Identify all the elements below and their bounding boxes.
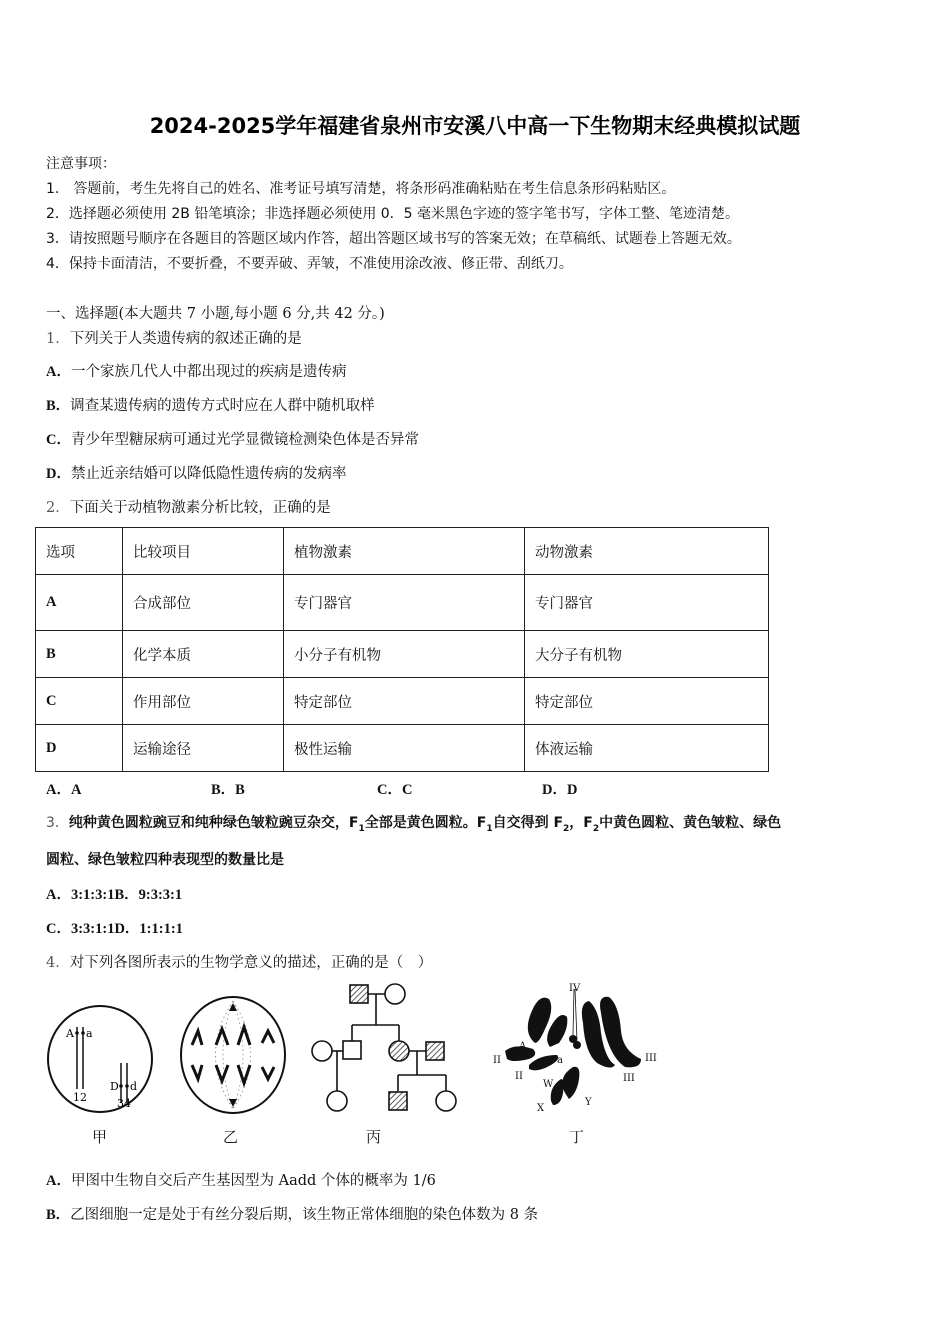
- question-2-option-c[interactable]: [377, 778, 412, 799]
- question-text: 纯种黄色圆粒豌豆和纯种绿色皱粒豌豆杂交，F: [68, 815, 359, 831]
- question-text: ，F: [569, 815, 593, 831]
- option-text: 一个家族几代人中都出现过的疾病是遗传病: [70, 364, 347, 380]
- table-cell: B: [36, 631, 123, 678]
- table-cell: 作用部位: [123, 678, 284, 725]
- svg-text:III: III: [623, 1073, 635, 1084]
- question-4-option-b[interactable]: [46, 1203, 538, 1224]
- question-1-option-b[interactable]: [46, 394, 375, 415]
- svg-text:a: a: [557, 1055, 563, 1066]
- question-number: 4．: [46, 955, 70, 971]
- table-cell: A: [36, 575, 123, 631]
- figure-caption: 丙: [366, 1128, 382, 1146]
- figure-bing-pedigree: [302, 983, 472, 1123]
- option-label: D．: [46, 466, 71, 482]
- table-header-row: [36, 528, 769, 575]
- subscript: 2: [563, 823, 570, 834]
- svg-text:d: d: [130, 1080, 138, 1093]
- question-number: 1．: [46, 331, 70, 347]
- option-label: B．: [211, 782, 236, 798]
- question-2-stem: [46, 496, 331, 517]
- svg-text:Y: Y: [585, 1097, 592, 1108]
- figure-caption: 乙: [223, 1128, 239, 1146]
- question-3-options-ab[interactable]: A．3:1:3:1B．9:3:3:1: [46, 887, 183, 903]
- table-row: [36, 725, 769, 772]
- question-number: 2．: [46, 500, 70, 516]
- figure-caption: 甲: [92, 1128, 108, 1146]
- figure-jia-cell-diagram: [45, 1003, 155, 1118]
- table-cell: 运输途径: [123, 725, 284, 772]
- table-cell: 特定部位: [525, 678, 769, 725]
- option-text: C: [401, 782, 413, 798]
- question-2-option-d[interactable]: [542, 778, 577, 799]
- question-text: 全部是黄色圆粒。F: [364, 815, 487, 831]
- option-label: A．: [46, 782, 71, 798]
- notice-item-1: 1. 答题前，考生先将自己的姓名、准考证号填写清楚，将条形码准确粘贴在考生信息条形码粘贴区。: [46, 181, 676, 197]
- option-text: 青少年型糖尿病可通过光学显微镜检测染色体是否异常: [70, 432, 419, 448]
- table-cell: 专门器官: [525, 575, 769, 631]
- svg-text:D: D: [110, 1080, 119, 1093]
- table-header-cell: 比较项目: [123, 528, 284, 575]
- question-3-stem-line2: 圆粒、绿色皱粒四种表现型的数量比是: [46, 852, 284, 868]
- table-cell: 化学本质: [123, 631, 284, 678]
- table-cell: 合成部位: [123, 575, 284, 631]
- option-label: B．: [46, 1207, 71, 1223]
- option-text: 禁止近亲结婚可以降低隐性遗传病的发病率: [70, 466, 347, 482]
- question-1-option-d[interactable]: [46, 462, 346, 483]
- notice-item-3: 3．请按照题号顺序在各题目的答题区域内作答，超出答题区域书写的答案无效；在草稿纸、试题卷上答题无效。: [46, 231, 741, 247]
- table-cell: 极性运输: [284, 725, 525, 772]
- figure-yi-cell-division: [178, 993, 288, 1118]
- option-label: C．: [377, 782, 402, 798]
- table-cell: 体液运输: [525, 725, 769, 772]
- table-row: [36, 678, 769, 725]
- table-cell: 专门器官: [284, 575, 525, 631]
- question-4-stem: [46, 951, 432, 972]
- table-header-cell: 植物激素: [284, 528, 525, 575]
- subscript: 1: [358, 823, 365, 834]
- svg-text:12: 12: [73, 1091, 87, 1104]
- table-header-cell: 动物激素: [525, 528, 769, 575]
- option-text: D: [566, 782, 578, 798]
- question-4-option-a[interactable]: [46, 1169, 436, 1190]
- svg-text:II: II: [493, 1055, 501, 1066]
- question-1-option-a[interactable]: [46, 360, 346, 381]
- svg-text:a: a: [86, 1027, 93, 1040]
- table-row: [36, 575, 769, 631]
- option-label: A．: [46, 364, 71, 380]
- table-cell: 大分子有机物: [525, 631, 769, 678]
- notice-heading: 注意事项：: [46, 156, 116, 172]
- section-heading: 一、选择题(本大题共 7 小题,每小题 6 分,共 42 分。): [46, 306, 385, 322]
- question-text: 对下列各图所表示的生物学意义的描述，正确的是（ ）: [69, 955, 433, 971]
- svg-text:34: 34: [117, 1097, 131, 1110]
- question-4-figures: [40, 983, 660, 1148]
- table-cell: D: [36, 725, 123, 772]
- question-1-option-c[interactable]: [46, 428, 419, 449]
- question-text: 中黄色圆粒、黄色皱粒、绿色: [599, 815, 782, 831]
- question-text: 下列关于人类遗传病的叙述正确的是: [69, 331, 302, 347]
- subscript: 1: [486, 823, 493, 834]
- question-2-option-b[interactable]: [211, 778, 245, 799]
- hormone-comparison-table: [35, 527, 769, 772]
- table-cell: 小分子有机物: [284, 631, 525, 678]
- question-3-stem: [46, 812, 781, 834]
- table-header-cell: 选项: [36, 528, 123, 575]
- option-label: D．: [542, 782, 567, 798]
- notice-item-4: 4．保持卡面清洁，不要折叠，不要弄破、弄皱，不准使用涂改液、修正带、刮纸刀。: [46, 256, 573, 272]
- figure-caption: 丁: [569, 1128, 585, 1146]
- svg-text:A: A: [66, 1027, 74, 1040]
- question-2-option-a[interactable]: [46, 778, 81, 799]
- option-text: B: [235, 782, 245, 798]
- table-cell: 特定部位: [284, 678, 525, 725]
- option-label: A．: [46, 1173, 71, 1189]
- subscript: 2: [592, 823, 600, 834]
- question-2-options: [46, 778, 746, 798]
- page-title: 2024-2025学年福建省泉州市安溪八中高一下生物期末经典模拟试题: [149, 114, 801, 138]
- option-text: 乙图细胞一定是处于有丝分裂后期，该生物正常体细胞的染色体数为 8 条: [70, 1207, 539, 1223]
- label-iv: IV: [569, 983, 581, 994]
- option-text: A: [70, 782, 82, 798]
- svg-text:X: X: [537, 1103, 545, 1114]
- option-text: 调查某遗传病的遗传方式时应在人群中随机取样: [70, 398, 375, 414]
- question-3-options-cd[interactable]: C．3:3:1:1D．1:1:1:1: [46, 921, 183, 937]
- question-text: 自交得到 F: [492, 815, 564, 831]
- question-text: 下面关于动植物激素分析比较，正确的是: [69, 500, 331, 516]
- option-label: C．: [46, 432, 71, 448]
- question-1-stem: [46, 327, 302, 348]
- option-label: B．: [46, 398, 71, 414]
- table-row: [36, 631, 769, 678]
- svg-text:A: A: [519, 1041, 527, 1052]
- question-number: 3．: [46, 815, 69, 831]
- table-cell: C: [36, 678, 123, 725]
- notice-item-2: 2．选择题必须使用 2B 铅笔填涂；非选择题必须使用 0．5 毫米黑色字迹的签字笔书写，字体工整、笔迹清楚。: [46, 206, 740, 222]
- figure-ding-karyotype: [465, 983, 665, 1123]
- svg-text:III: III: [645, 1053, 657, 1064]
- svg-text:II: II: [515, 1071, 523, 1082]
- svg-text:W: W: [543, 1079, 554, 1090]
- option-text: 甲图中生物自交后产生基因型为 Aadd 个体的概率为 1/6: [70, 1173, 436, 1189]
